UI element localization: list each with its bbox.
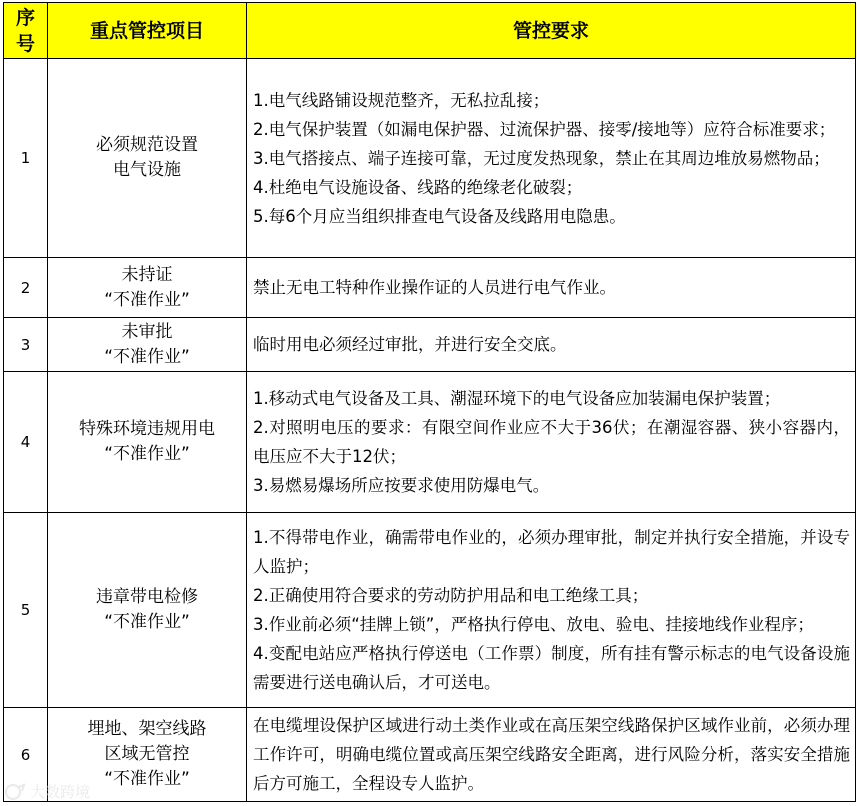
row-requirements bbox=[247, 513, 856, 708]
row-requirements bbox=[247, 59, 856, 258]
item-line: 区域无管控 bbox=[104, 744, 190, 764]
requirement-line: 3.易燃易爆场所应按要求使用防爆电气。 bbox=[253, 476, 550, 495]
item-line: 埋地、架空线路 bbox=[87, 719, 207, 739]
row-item bbox=[48, 708, 247, 802]
header-item: 重点管控项目 bbox=[48, 3, 247, 59]
requirement-line: 3.作业前必须“挂牌上锁”，严格执行停电、放电、验电、挂接地线作业程序； bbox=[253, 615, 814, 634]
table-body bbox=[4, 59, 856, 802]
requirement-line: 禁止无电工特种作业操作证的人员进行电气作业。 bbox=[253, 278, 616, 297]
row-index: 4 bbox=[4, 372, 48, 513]
item-line: 特殊环境违规用电 bbox=[79, 419, 215, 439]
requirement-line: 1.不得带电作业，确需带电作业的，必须办理审批，制定并执行安全措施，并设专人监护； bbox=[253, 528, 850, 576]
header-requirement: 管控要求 bbox=[247, 3, 856, 59]
row-index: 3 bbox=[4, 318, 48, 372]
item-line: 必须规范设置 bbox=[96, 135, 198, 155]
requirement-line: 2.对照明电压的要求：有限空间作业应不大于36伏；在潮湿容器、狭小容器内，电压应不大于12伏； bbox=[253, 418, 850, 466]
row-index: 6 bbox=[4, 708, 48, 802]
requirement-line: 5.每6个月应当组织排查电气设备及线路用电隐患。 bbox=[253, 206, 626, 226]
item-line: 电气设施 bbox=[113, 160, 181, 180]
table-row bbox=[4, 59, 856, 258]
requirement-line: 3.电气搭接点、端子连接可靠，无过度发热现象，禁止在其周边堆放易燃物品； bbox=[253, 148, 830, 168]
requirement-line: 临时用电必须经过审批，并进行安全交底。 bbox=[253, 335, 567, 354]
item-line: “不准作业” bbox=[104, 444, 190, 464]
item-line: “不准作业” bbox=[104, 289, 190, 310]
control-requirements-table bbox=[3, 2, 856, 802]
table-row bbox=[4, 258, 856, 318]
requirement-line: 4.杜绝电气设施设备、线路的绝缘老化破裂； bbox=[253, 177, 583, 197]
table-row bbox=[4, 372, 856, 513]
requirement-line: 4.变配电站应严格执行停送电（工作票）制度，所有挂有警示标志的电气设备设施需要进行送电确认后，才可送电。 bbox=[253, 644, 850, 692]
row-index: 5 bbox=[4, 513, 48, 708]
item-line: “不准作业” bbox=[104, 612, 190, 632]
requirement-line: 1.移动式电气设备及工具、潮湿环境下的电气设备应加装漏电保护装置； bbox=[253, 389, 781, 408]
row-item bbox=[48, 258, 247, 318]
item-line: “不准作业” bbox=[104, 769, 190, 789]
item-line: 违章带电检修 bbox=[96, 587, 198, 607]
requirement-line: 在电缆埋设保护区域进行动土类作业或在高压架空线路保护区域作业前，必须办理工作许可，明确电缆位置或高压架空线路安全距离，进行风险分析，落实安全措施后方可施工，全程设专人监护。 bbox=[253, 716, 850, 793]
requirement-line: 1.电气线路铺设规范整齐，无私拉乱接； bbox=[253, 90, 550, 110]
row-item bbox=[48, 372, 247, 513]
item-line: 未持证 bbox=[121, 264, 173, 285]
table-row bbox=[4, 318, 856, 372]
requirement-line: 2.电气保护装置（如漏电保护器、过流保护器、接零/接地等）应符合标准要求； bbox=[253, 119, 836, 139]
table-row bbox=[4, 708, 856, 802]
header-index bbox=[4, 3, 48, 59]
row-requirements bbox=[247, 258, 856, 318]
item-line: “不准作业” bbox=[104, 346, 190, 367]
table-row bbox=[4, 513, 856, 708]
row-index: 1 bbox=[4, 59, 48, 258]
header-index-label: 序号 bbox=[15, 6, 35, 55]
row-index: 2 bbox=[4, 258, 48, 318]
row-requirements bbox=[247, 708, 856, 802]
row-item bbox=[48, 318, 247, 372]
watermark-text: 大数跨境 bbox=[30, 783, 91, 801]
row-requirements bbox=[247, 318, 856, 372]
header-row bbox=[4, 3, 856, 59]
row-item bbox=[48, 513, 247, 708]
requirement-line: 2.正确使用符合要求的劳动防护用品和电工绝缘工具； bbox=[253, 586, 649, 605]
row-requirements bbox=[247, 372, 856, 513]
item-line: 未审批 bbox=[121, 321, 173, 342]
row-item bbox=[48, 59, 247, 258]
